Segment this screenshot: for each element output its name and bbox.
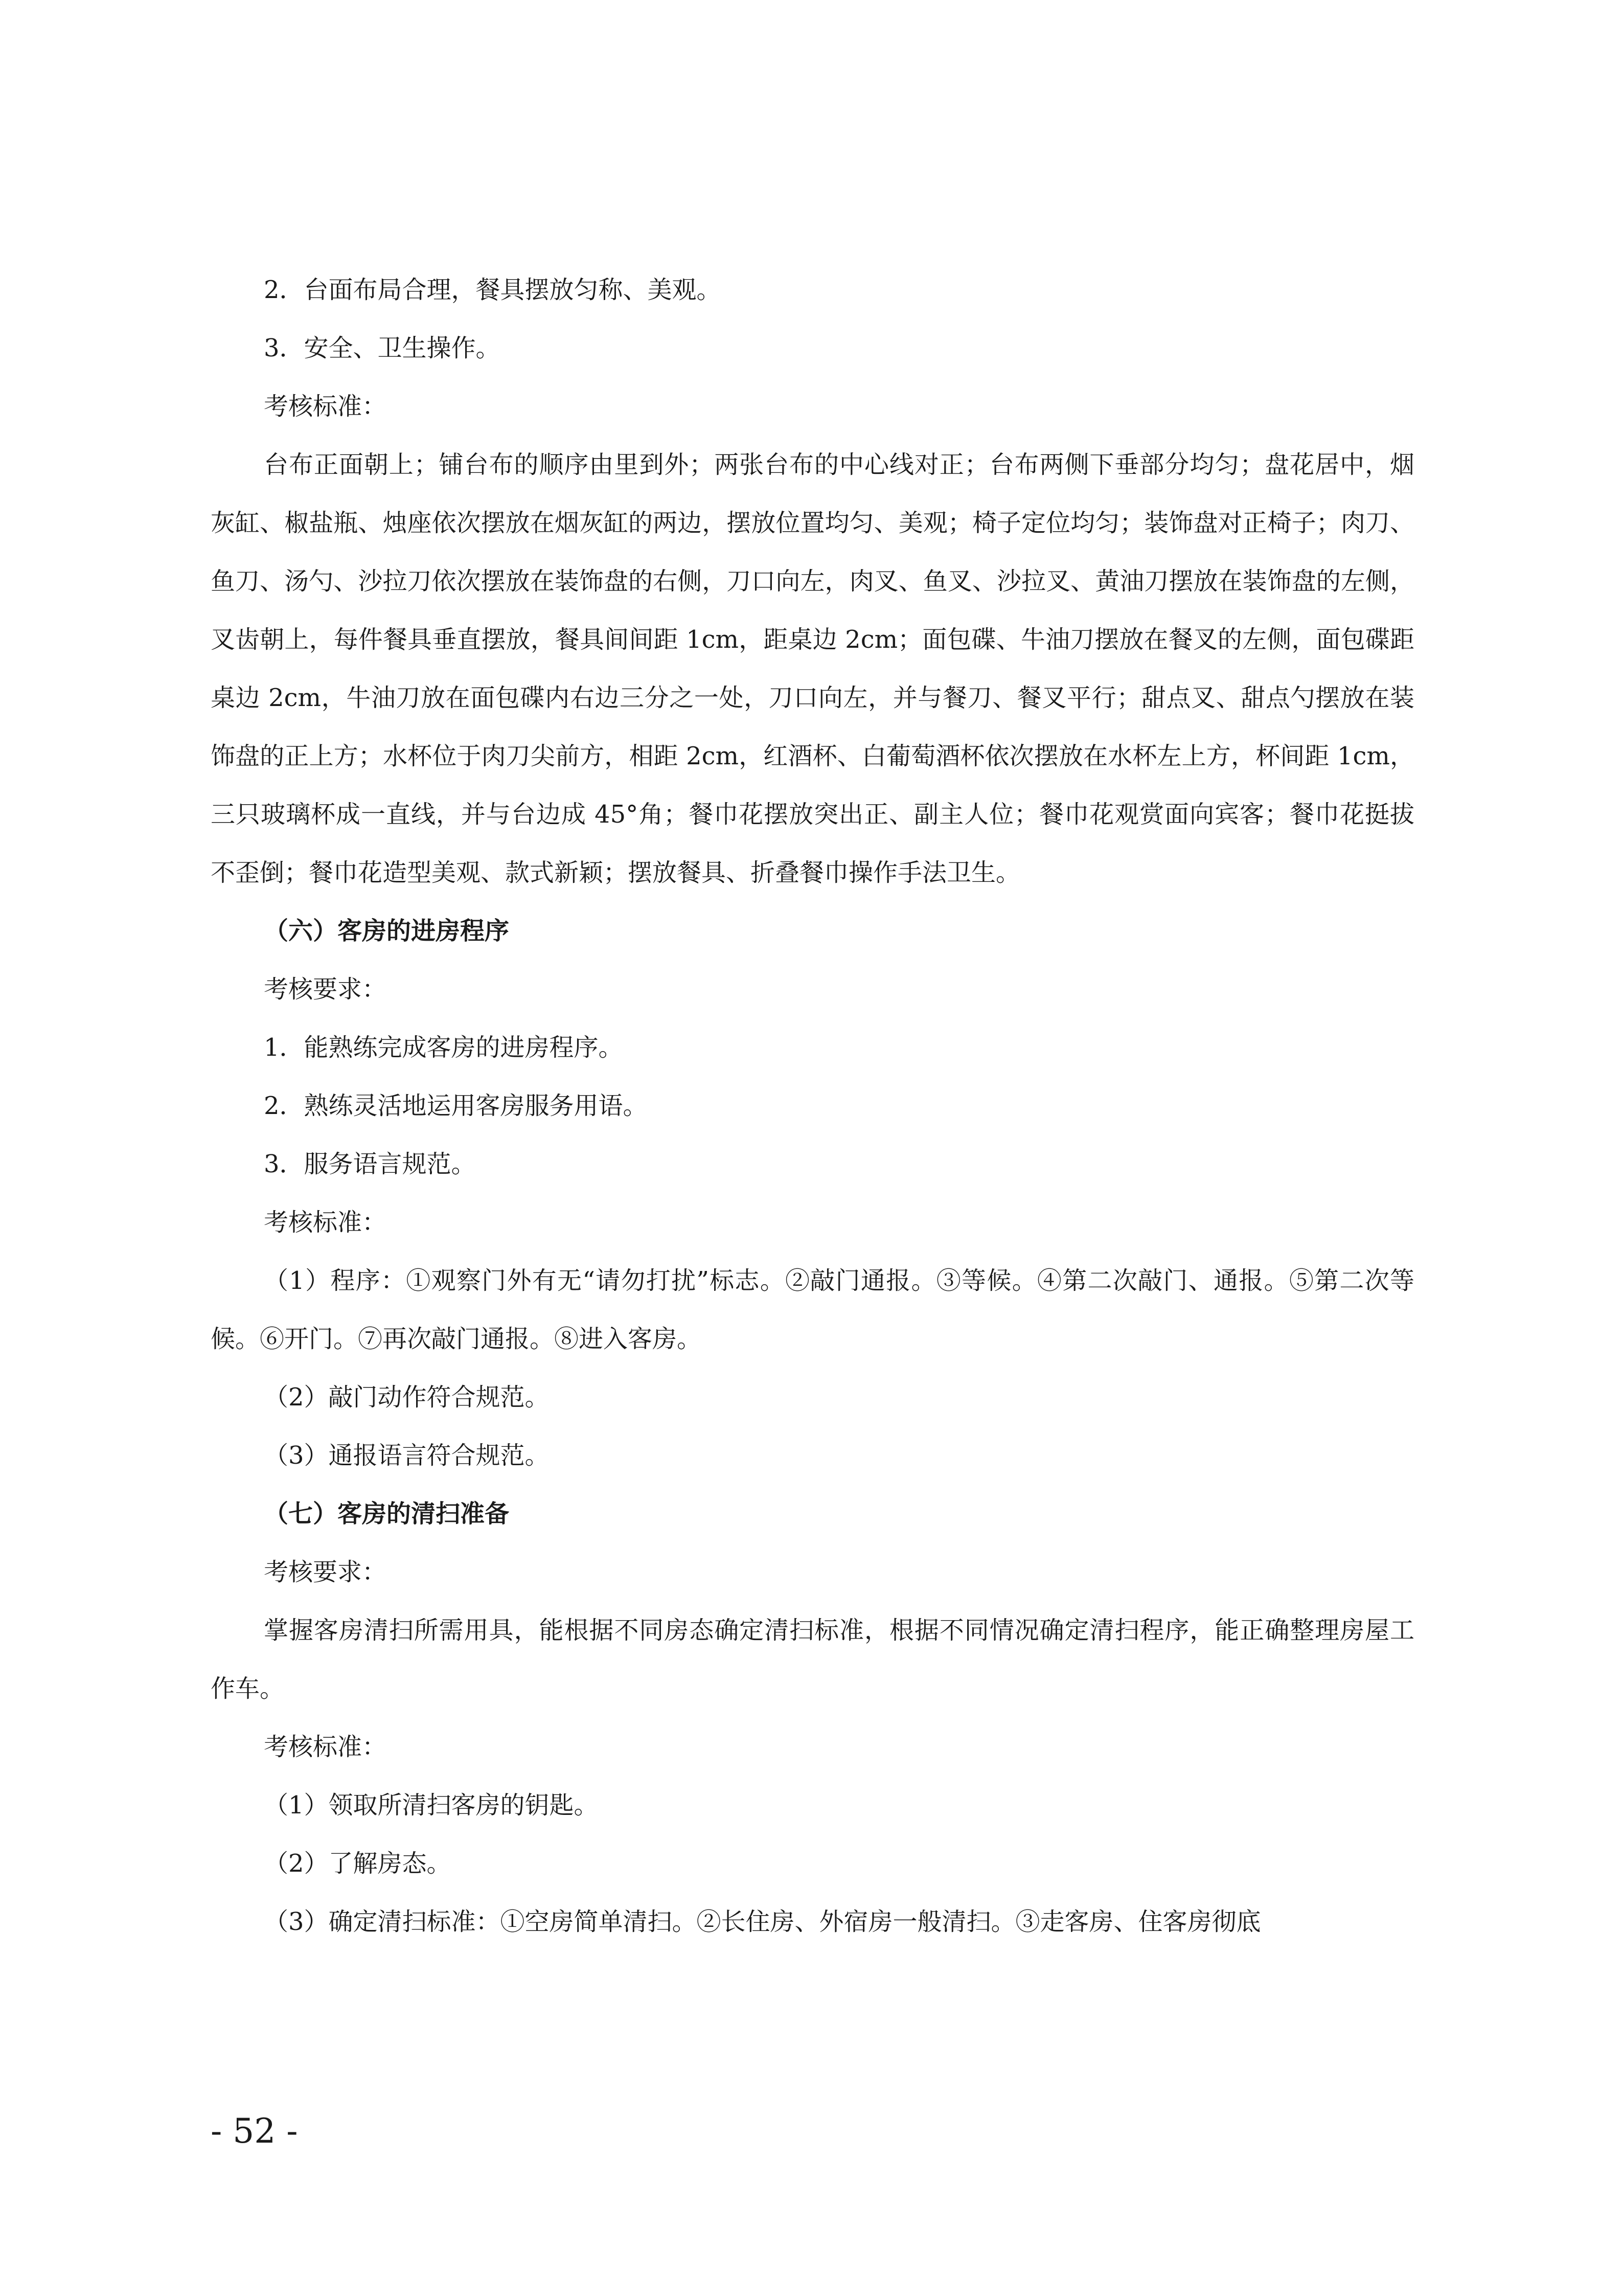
standard-label: 考核标准： [264, 1208, 387, 1237]
standard-paragraph: 台布正面朝上；铺台布的顺序由里到外；两张台布的中心线对正；台布两侧下垂部分均匀；盘花居中，烟灰缸、椒盐瓶、烛座依次摆放在烟灰缸的两边，摆放位置均匀、美观；椅子定位均匀；装饰盘对正椅子；肉刀、鱼刀、汤勺、沙拉刀依次摆放在装饰盘的右侧，刀口向左，肉叉、鱼叉、沙拉叉、黄油刀摆放在装饰盘的左侧，叉齿朝上，每件餐具垂直摆放，餐具间间距 1cm，距桌边 2cm；面包碟、牛油刀摆放在餐叉的左侧，面包碟距桌边 2cm，牛油刀放在面包碟内右边三分之一处，刀口向左，并与餐刀、餐叉平行；甜点叉、甜点勺摆放在装饰盘的正上方；水杯位于肉刀尖前方，相距 2cm，红酒杯、白葡萄酒杯依次摆放在水杯左上方，杯间距 1cm，三只玻璃杯成一直线，并与台边成 45°角；餐巾花摆放突出正、副主人位；餐巾花观赏面向宾客；餐巾花挺拔不歪倒；餐巾花造型美观、款式新颖；摆放餐具、折叠餐巾操作手法卫生。 [211, 450, 1414, 887]
requirement-item-2: 2．熟练灵活地运用客房服务用语。 [264, 1092, 648, 1120]
standard-item-2: （2）了解房态。 [264, 1849, 451, 1878]
requirement-item-3: 3．安全、卫生操作。 [264, 334, 500, 362]
requirement-item-3: 3．服务语言规范。 [264, 1150, 476, 1178]
standard-label: 考核标准： [264, 392, 387, 421]
requirement-label: 考核要求： [264, 1558, 387, 1586]
standard-item-2: （2）敲门动作符合规范。 [264, 1383, 550, 1412]
section-heading-6: （六）客房的进房程序 [264, 917, 510, 945]
standard-item-1: （1）程序：①观察门外有无“请勿打扰”标志。②敲门通报。③等候。④第二次敲门、通报。⑤第二次等候。⑥开门。⑦再次敲门通报。⑧进入客房。 [211, 1266, 1414, 1353]
page-body [211, 261, 1414, 1951]
page-number: - 52 - [211, 2111, 298, 2151]
requirement-paragraph: 掌握客房清扫所需用具，能根据不同房态确定清扫标准，根据不同情况确定清扫程序，能正确整理房屋工作车。 [211, 1616, 1414, 1703]
requirement-item-1: 1．能熟练完成客房的进房程序。 [264, 1033, 623, 1062]
requirement-label: 考核要求： [264, 975, 387, 1004]
standard-label: 考核标准： [264, 1733, 387, 1761]
requirement-item-2: 2．台面布局合理，餐具摆放匀称、美观。 [264, 276, 721, 304]
section-heading-7: （七）客房的清扫准备 [264, 1499, 510, 1528]
standard-item-3: （3）确定清扫标准：①空房简单清扫。②长住房、外宿房一般清扫。③走客房、住客房彻底 [264, 1907, 1261, 1936]
standard-item-1: （1）领取所清扫客房的钥匙。 [264, 1791, 599, 1820]
standard-item-3: （3）通报语言符合规范。 [264, 1441, 550, 1470]
